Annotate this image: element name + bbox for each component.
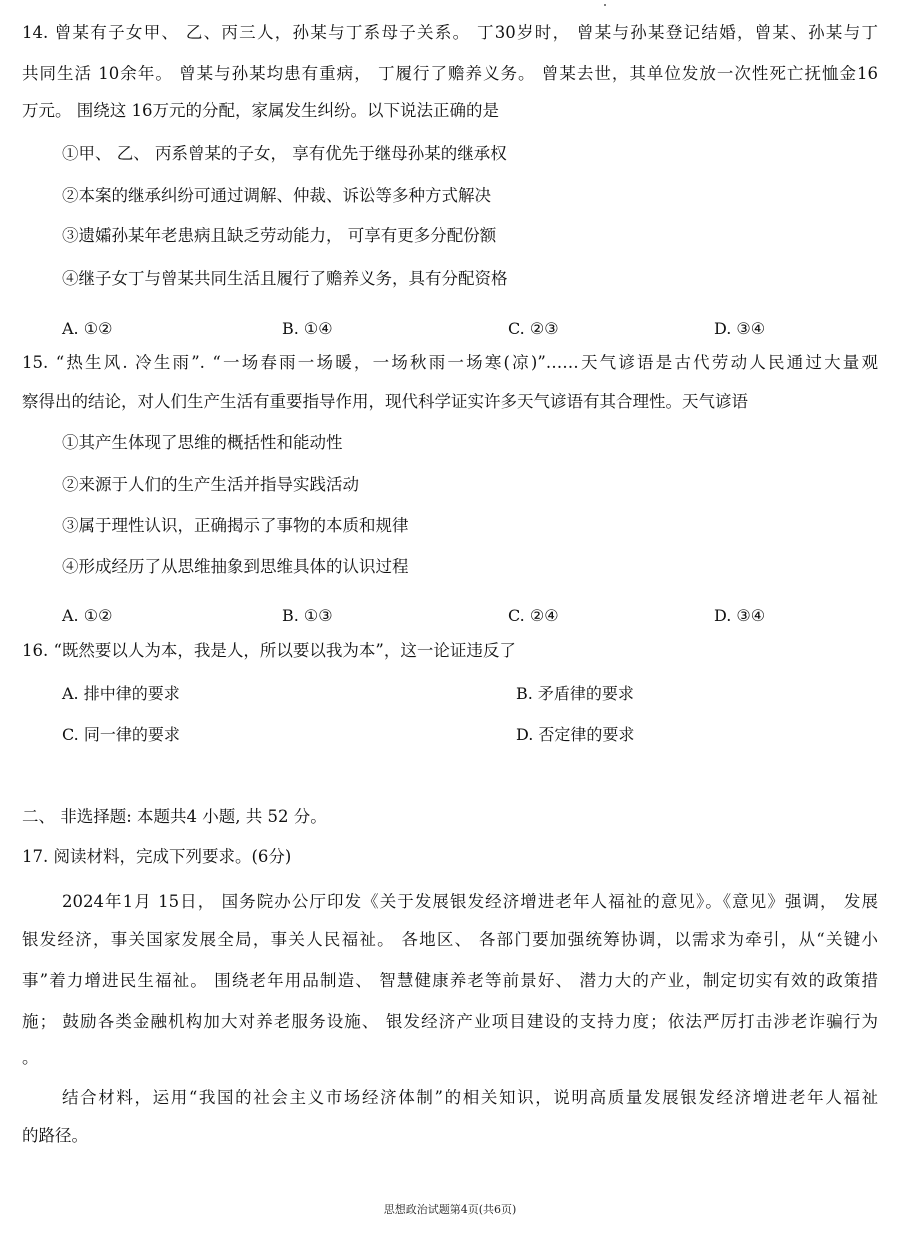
q15-stem-line-1: 15. “热生风. 冷生雨”. “一场春雨一场暖，一场秋雨一场寒(凉)”……天气谚语是古代劳动人民通过大量观 bbox=[22, 353, 878, 372]
q14-stem-line-1: 14. 曾某有子女甲、 乙、丙三人，孙某与丁系母子关系。 丁30岁时， 曾某与孙某登记结婚，曾某、孙某与丁 bbox=[22, 23, 878, 42]
q14-stem-line-3: 万元。 围绕这 16万元的分配，家属发生纠纷。以下说法正确的是 bbox=[22, 101, 499, 120]
q14-item-3: ③遗孀孙某年老患病且缺乏劳动能力， 可享有更多分配份额 bbox=[62, 226, 497, 245]
q16-option-a[interactable]: A. 排中律的要求 bbox=[62, 684, 180, 703]
q16-option-b[interactable]: B. 矛盾律的要求 bbox=[516, 684, 634, 703]
q14-option-d[interactable]: D. ③④ bbox=[714, 319, 766, 338]
q17-material-line-5: 。 bbox=[22, 1048, 39, 1067]
q15-option-c[interactable]: C. ②④ bbox=[508, 606, 559, 625]
q15-item-1: ①其产生体现了思维的概括性和能动性 bbox=[62, 433, 343, 452]
q17-material-line-3: 事”着力增进民生福祉。 围绕老年用品制造、 智慧健康养老等前景好、 潜力大的产业，制定切实有效的政策措 bbox=[22, 971, 878, 990]
q15-option-a[interactable]: A. ①② bbox=[62, 606, 113, 625]
q16-option-d[interactable]: D. 否定律的要求 bbox=[516, 725, 635, 744]
q17-material-line-1: 2024年1月 15日， 国务院办公厅印发《关于发展银发经济增进老年人福祉的意见》。《意见》强调， 发展 bbox=[62, 892, 878, 911]
q15-option-b[interactable]: B. ①③ bbox=[282, 606, 333, 625]
q15-stem-line-2: 察得出的结论，对人们生产生活有重要指导作用，现代科学证实许多天气谚语有其合理性。天气谚语 bbox=[22, 392, 748, 411]
section-2-heading: 二、 非选择题: 本题共4 小题, 共 52 分。 bbox=[22, 807, 327, 826]
q14-item-2: ②本案的继承纠纷可通过调解、仲裁、诉讼等多种方式解决 bbox=[62, 186, 491, 205]
q14-option-a[interactable]: A. ①② bbox=[62, 319, 113, 338]
q16-option-c[interactable]: C. 同一律的要求 bbox=[62, 725, 180, 744]
q15-option-d[interactable]: D. ③④ bbox=[714, 606, 766, 625]
q17-material-line-2: 银发经济，事关国家发展全局，事关人民福祉。 各地区、 各部门要加强统筹协调，以需求为牵引，从“关键小 bbox=[22, 930, 878, 949]
q15-item-2: ②来源于人们的生产生活并指导实践活动 bbox=[62, 475, 359, 494]
q15-item-4: ④形成经历了从思维抽象到思维具体的认识过程 bbox=[62, 557, 409, 576]
scan-dot bbox=[604, 4, 606, 6]
q16-stem: 16. “既然要以人为本，我是人，所以要以我为本”，这一论证违反了 bbox=[22, 641, 516, 660]
q14-item-1: ①甲、 乙、 丙系曾某的子女， 享有优先于继母孙某的继承权 bbox=[62, 144, 507, 163]
q14-item-4: ④继子女丁与曾某共同生活且履行了赡养义务，具有分配资格 bbox=[62, 269, 508, 288]
q17-stem: 17. 阅读材料，完成下列要求。(6分) bbox=[22, 847, 292, 866]
q17-task-line-2: 的路径。 bbox=[22, 1126, 88, 1145]
q14-option-b[interactable]: B. ①④ bbox=[282, 319, 333, 338]
q15-item-3: ③属于理性认识，正确揭示了事物的本质和规律 bbox=[62, 516, 409, 535]
q14-stem-line-2: 共同生活 10余年。 曾某与孙某均患有重病， 丁履行了赡养义务。 曾某去世，其单位发放一次性死亡抚恤金16 bbox=[22, 64, 878, 83]
q17-material-line-4: 施； 鼓励各类金融机构加大对养老服务设施、 银发经济产业项目建设的支持力度；依法严厉打击涉老诈骗行为 bbox=[22, 1012, 878, 1031]
q17-task-line-1: 结合材料，运用“我国的社会主义市场经济体制”的相关知识，说明高质量发展银发经济增进老年人福祉 bbox=[62, 1088, 878, 1107]
q14-option-c[interactable]: C. ②③ bbox=[508, 319, 559, 338]
page-footer: 思想政治试题第4页(共6页) bbox=[383, 1203, 517, 1216]
